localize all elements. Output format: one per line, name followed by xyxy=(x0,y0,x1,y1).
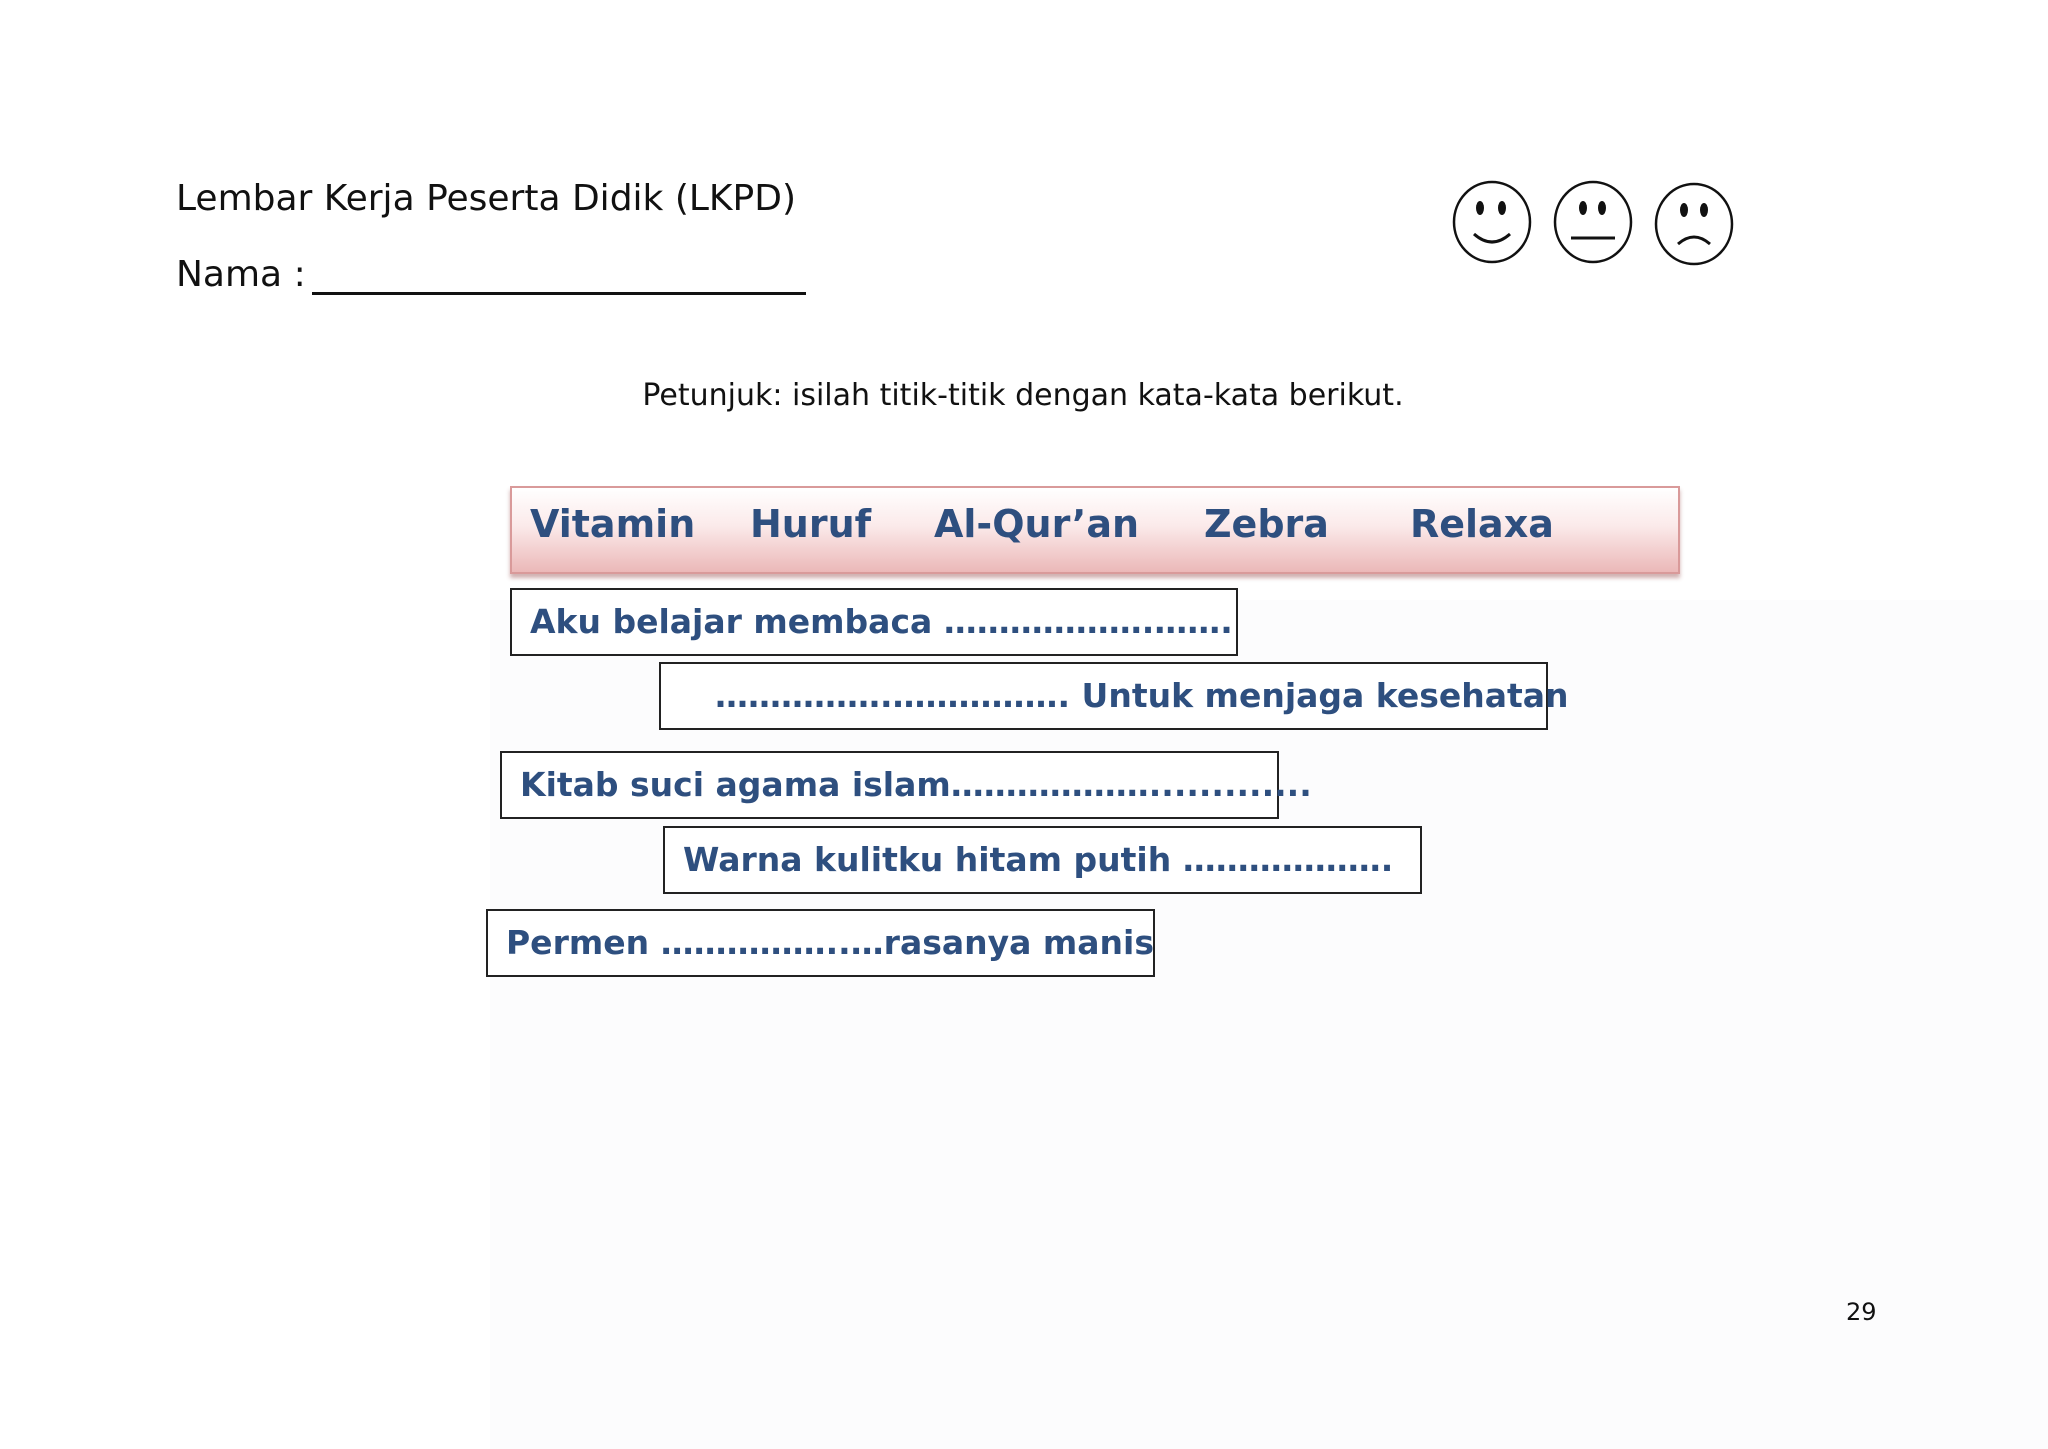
name-blank-line xyxy=(312,252,806,295)
page-number: 29 xyxy=(1846,1298,1877,1326)
sentence-box xyxy=(659,662,1569,730)
sentence-box xyxy=(663,826,1422,894)
sentence-text: Kitab suci agama islam………………............. xyxy=(520,765,1312,804)
word-bank-item: Al-Qur’an xyxy=(934,502,1140,546)
name-label: Nama : xyxy=(176,254,306,295)
worksheet-title: Lembar Kerja Peserta Didik (LKPD) xyxy=(176,178,797,219)
word-bank-item: Relaxa xyxy=(1410,502,1554,546)
happy-face-icon xyxy=(1450,178,1534,266)
neutral-face-icon xyxy=(1551,178,1635,266)
word-bank-item: Zebra xyxy=(1204,502,1329,546)
sentence-box xyxy=(510,588,1238,656)
name-row xyxy=(176,252,806,295)
sentence-box xyxy=(500,751,1312,819)
sentence-text: Aku belajar membaca ……………….……. xyxy=(530,602,1233,641)
sad-face-icon xyxy=(1652,178,1736,266)
sentence-text: Permen ……………..…rasanya manis xyxy=(506,923,1154,962)
instruction-text: Petunjuk: isilah titik-titik dengan kata-kata berikut. xyxy=(642,378,1404,413)
word-bank-item: Vitamin xyxy=(530,502,696,546)
sentence-box xyxy=(486,909,1155,977)
sentence-text: Warna kulitku hitam putih ………………. xyxy=(683,840,1394,879)
word-bank-item: Huruf xyxy=(750,502,872,546)
sentence-text: …………….……………. Untuk menjaga kesehatan xyxy=(715,676,1569,715)
word-bank xyxy=(510,486,1680,574)
rating-faces xyxy=(1450,178,1740,268)
